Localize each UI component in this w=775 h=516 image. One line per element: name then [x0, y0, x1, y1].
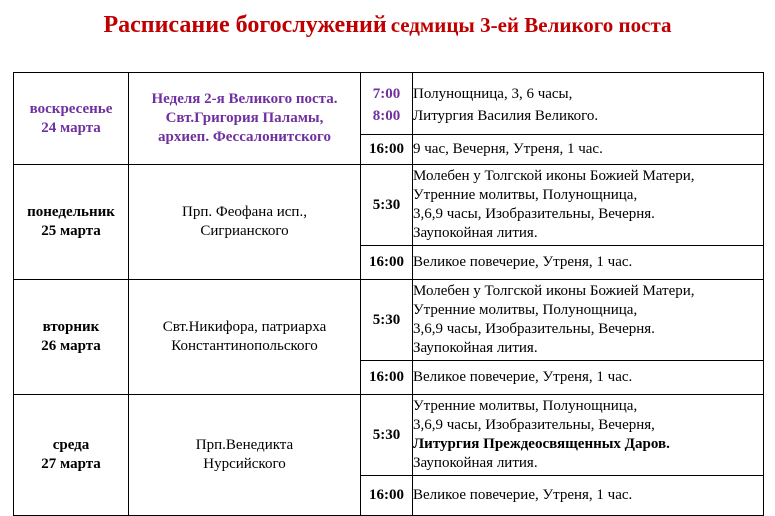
table-row [14, 280, 764, 361]
time-cell [361, 246, 413, 280]
service-time: 16:00 [369, 369, 404, 385]
time-cell [361, 135, 413, 165]
service-line: 9 час, Вечерня, Утреня, 1 час. [413, 141, 603, 157]
time-cell [361, 165, 413, 246]
time-cell [361, 361, 413, 395]
service-line: 3,6,9 часы, Изобразительны, Вечерня, [413, 417, 655, 433]
commemoration-cell [129, 280, 361, 395]
commemoration-line: Свт.Григория Паламы, [165, 110, 324, 126]
title-part-2: седмицы 3-ей Великого поста [390, 13, 672, 37]
time-cell [361, 73, 413, 135]
service-line: Утренние молитвы, Полунощница, [413, 302, 638, 318]
service-line: Утренние молитвы, Полунощница, [413, 187, 638, 203]
table-row [14, 395, 764, 476]
commemoration-line: Сигрианского [200, 223, 289, 239]
service-cell [413, 361, 764, 395]
weekday: понедельник [27, 204, 115, 220]
commemoration-line: Прп. Феофана исп., [182, 204, 307, 220]
title-part-1: Расписание богослужений [103, 12, 387, 38]
time-cell [361, 280, 413, 361]
table-row [14, 73, 764, 135]
commemoration-line: Неделя 2-я Великого поста. [151, 91, 338, 107]
schedule-table [13, 72, 764, 516]
commemoration-line: Свт.Никифора, патриарха [162, 319, 327, 335]
service-line: 3,6,9 часы, Изобразительны, Вечерня. [413, 206, 655, 222]
date: 26 марта [41, 338, 101, 354]
service-time: 5:30 [372, 196, 401, 213]
date: 27 марта [41, 456, 101, 472]
commemoration-cell [129, 73, 361, 165]
service-time: 5:30 [372, 311, 401, 328]
commemoration-line: архиеп. Фессалонитского [158, 129, 331, 145]
weekday: среда [52, 437, 90, 453]
service-line: Полунощница, 3, 6 часы, [413, 85, 573, 102]
service-line: Молебен у Толгской иконы Божией Матери, [413, 168, 695, 184]
service-cell [413, 280, 764, 361]
service-cell [413, 395, 764, 476]
service-line: Великое повечерие, Утреня, 1 час. [413, 254, 633, 270]
day-cell [14, 165, 129, 280]
commemoration-line: Прп.Венедикта [195, 437, 294, 453]
date: 25 марта [41, 223, 101, 239]
service-time: 5:30 [372, 426, 401, 443]
service-line: Заупокойная лития. [413, 455, 538, 471]
day-cell [14, 73, 129, 165]
service-line: Заупокойная лития. [413, 340, 538, 356]
commemoration-line: Константинопольского [171, 338, 318, 354]
service-time: 16:00 [369, 487, 404, 503]
service-cell [413, 165, 764, 246]
commemoration-line: Нурсийского [203, 456, 286, 472]
day-cell [14, 280, 129, 395]
service-line: Великое повечерие, Утреня, 1 час. [413, 369, 633, 385]
time-cell [361, 395, 413, 476]
commemoration-cell [129, 165, 361, 280]
date: 24 марта [41, 119, 101, 136]
weekday: вторник [42, 319, 100, 335]
table-row [14, 165, 764, 246]
service-line: Молебен у Толгской иконы Божией Матери, [413, 283, 695, 299]
service-cell [413, 135, 764, 165]
service-time: 7:00 [372, 85, 401, 102]
service-cell [413, 476, 764, 516]
service-time: 16:00 [369, 254, 404, 270]
service-line: Литургия Василия Великого. [413, 107, 599, 124]
service-cell [413, 73, 764, 135]
service-line: 3,6,9 часы, Изобразительны, Вечерня. [413, 321, 655, 337]
weekday: воскресенье [29, 100, 113, 117]
service-line: Литургия Преждеосвященных Даров. [413, 436, 670, 452]
service-time: 8:00 [372, 107, 401, 124]
service-cell [413, 246, 764, 280]
page-title [0, 12, 775, 39]
service-time: 16:00 [369, 141, 404, 157]
time-cell [361, 476, 413, 516]
day-cell [14, 395, 129, 516]
service-line: Утренние молитвы, Полунощница, [413, 398, 638, 414]
commemoration-cell [129, 395, 361, 516]
service-line: Заупокойная лития. [413, 225, 538, 241]
service-line: Великое повечерие, Утреня, 1 час. [413, 487, 633, 503]
